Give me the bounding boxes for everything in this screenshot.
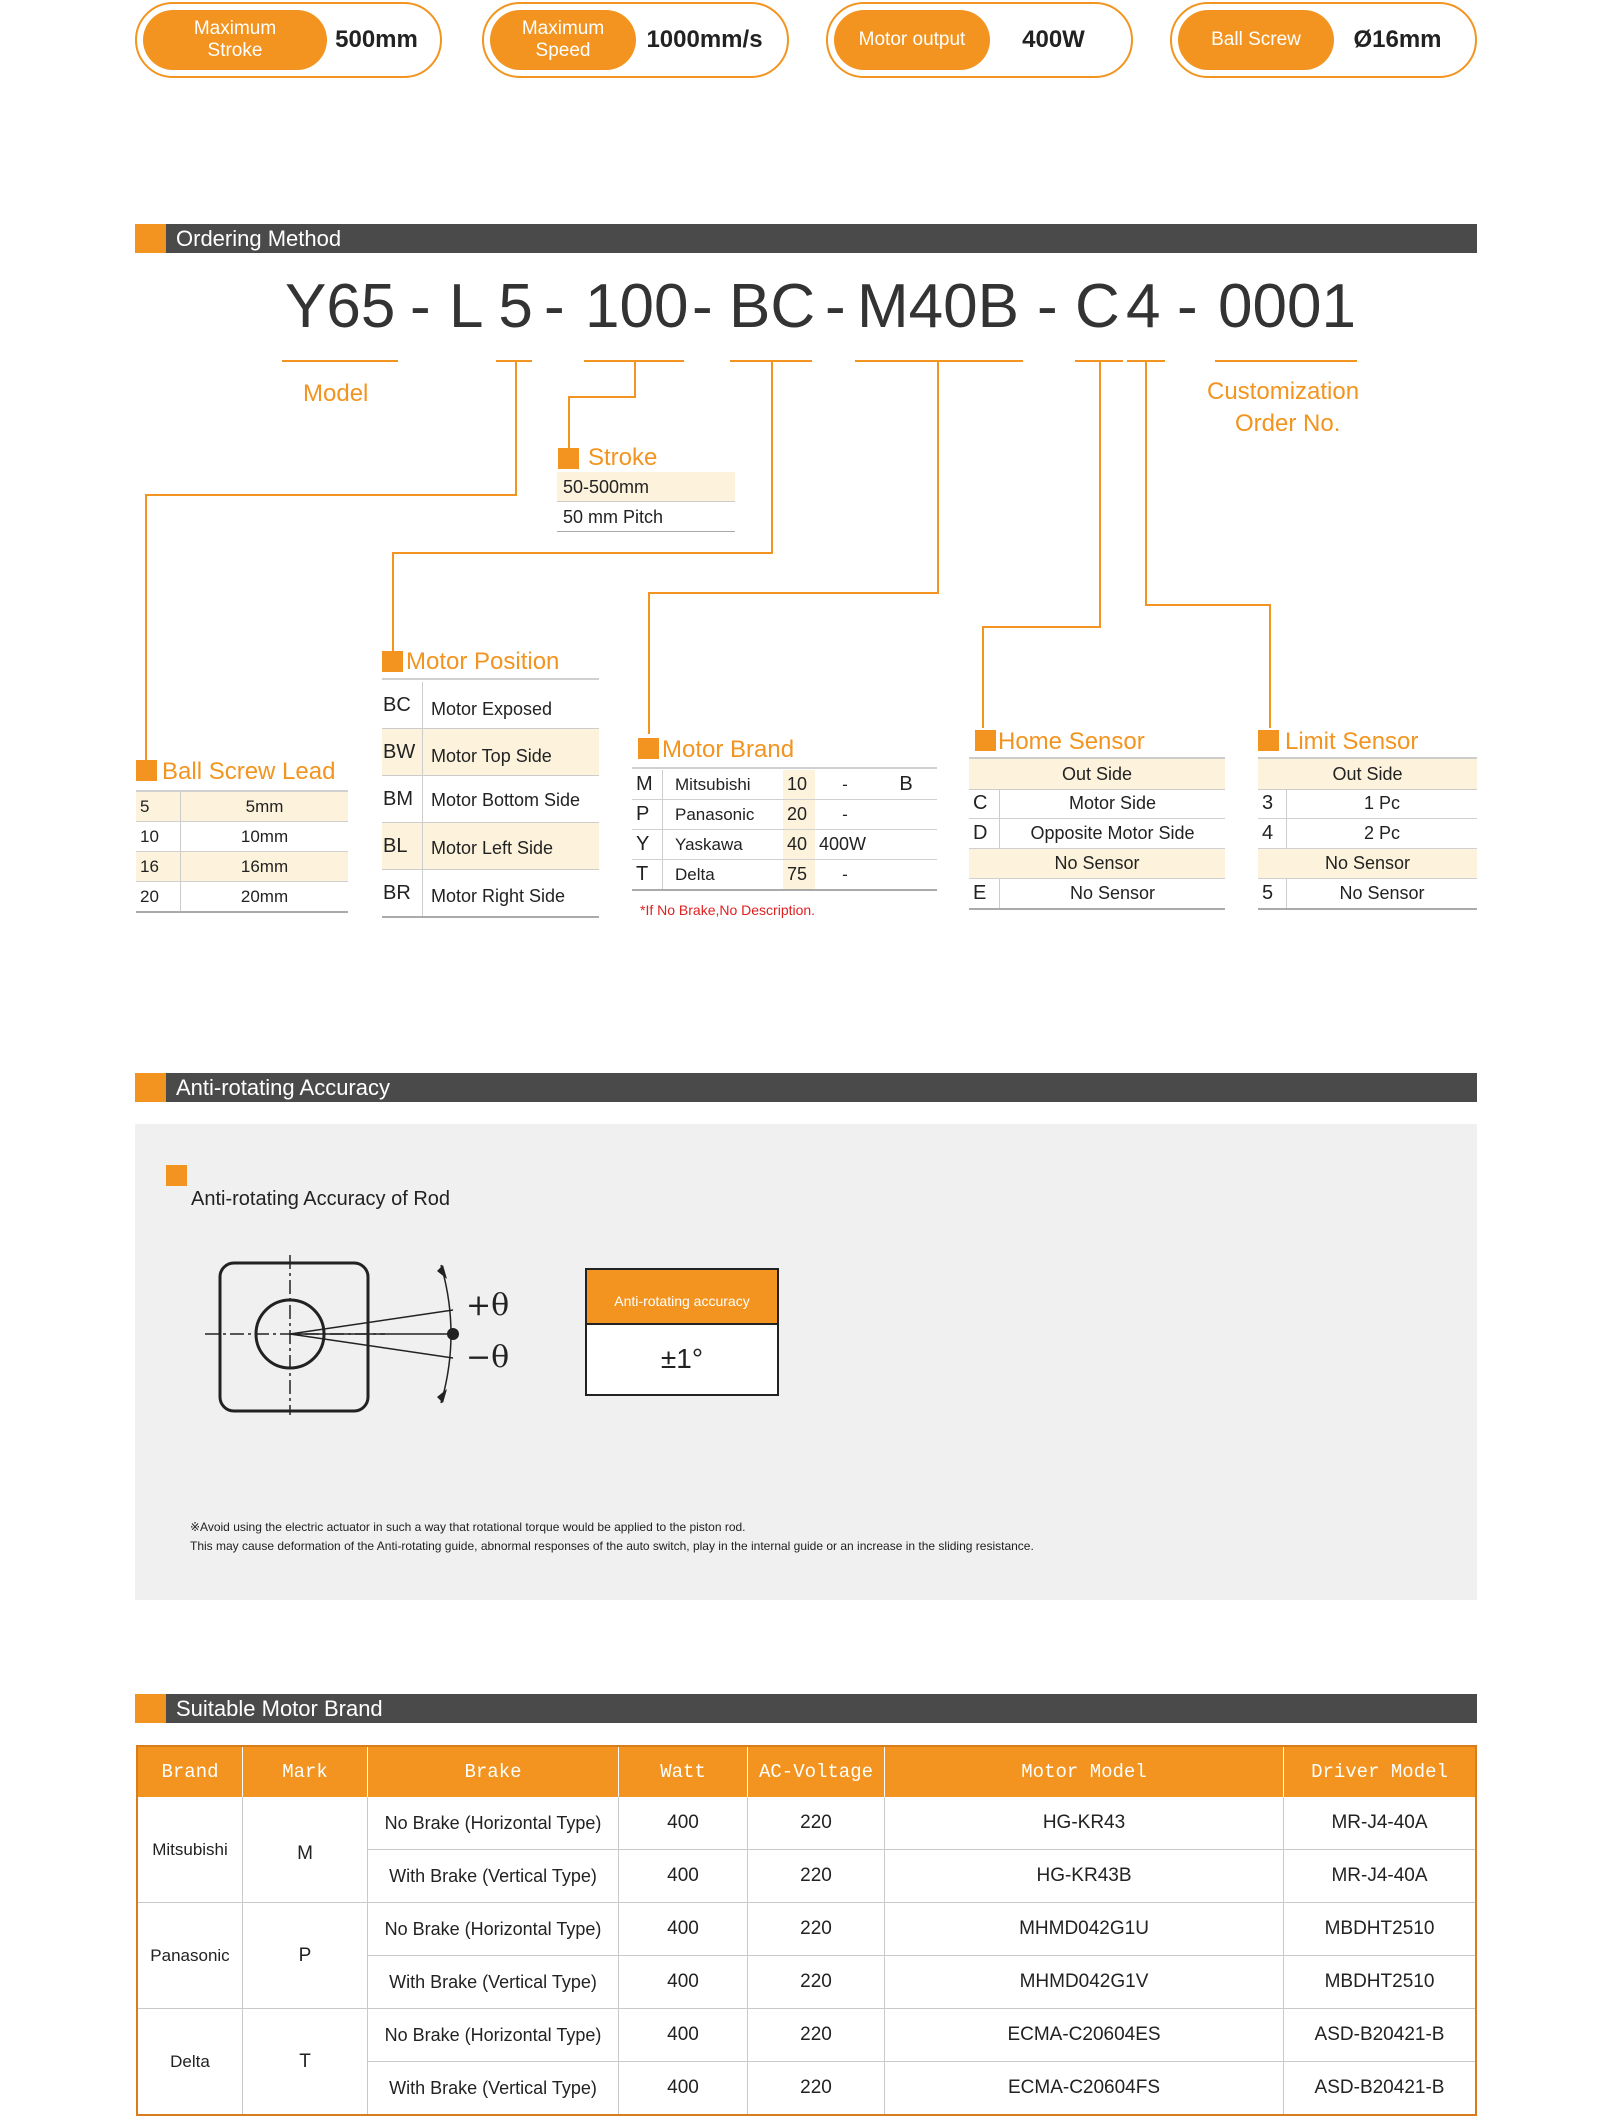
table-row: 5 5mm bbox=[136, 792, 348, 822]
connector-line bbox=[1145, 604, 1271, 606]
connector-line bbox=[634, 362, 636, 398]
underline bbox=[282, 360, 398, 362]
section-accent bbox=[135, 1073, 166, 1102]
section-ordering-method bbox=[135, 224, 1477, 253]
motor-position-table bbox=[382, 682, 599, 918]
table-row: E No Sensor bbox=[969, 879, 1225, 910]
spec-label: Maximum Speed bbox=[490, 10, 636, 70]
underline bbox=[855, 360, 1023, 362]
table-row: D Opposite Motor Side bbox=[969, 819, 1225, 849]
code-limit: 4 bbox=[1126, 272, 1161, 341]
table-row: No Sensor bbox=[969, 849, 1225, 879]
ball-screw-lead-table bbox=[136, 792, 348, 913]
section-accent bbox=[135, 224, 166, 253]
accuracy-box bbox=[585, 1268, 779, 1396]
code-position: BC bbox=[729, 272, 816, 341]
table-row: M Mitsubishi 10 - B bbox=[632, 770, 937, 800]
table-row: 5 No Sensor bbox=[1258, 879, 1477, 910]
spec-label: Maximum Stroke bbox=[143, 10, 327, 70]
limit-sensor-marker bbox=[1258, 730, 1279, 751]
connector-line bbox=[568, 396, 570, 450]
plus-theta: +θ bbox=[466, 1288, 510, 1323]
table-row: No Sensor bbox=[1258, 849, 1477, 879]
section-title: Suitable Motor Brand bbox=[176, 1696, 383, 1721]
anti-rotating-marker bbox=[166, 1165, 187, 1186]
limit-sensor-header: Out Side bbox=[1258, 757, 1477, 790]
connector-line bbox=[1099, 362, 1101, 628]
stroke-marker bbox=[558, 448, 579, 469]
stroke-pitch: 50 mm Pitch bbox=[557, 502, 735, 532]
connector-line bbox=[1269, 604, 1271, 728]
spec-value: 400W bbox=[1022, 26, 1085, 53]
connector-line bbox=[515, 362, 517, 496]
divider bbox=[382, 678, 599, 680]
section-anti-rotating bbox=[135, 1073, 1477, 1102]
connector-line bbox=[648, 592, 650, 734]
section-accent bbox=[135, 1694, 166, 1723]
table-row: Panasonic P No Brake (Horizontal Type) 400 220 MHMD042G1U MBDHT2510 bbox=[137, 1903, 1476, 1956]
spec-motor-output bbox=[826, 2, 1133, 78]
label-customization: Customization bbox=[1207, 378, 1360, 405]
home-sensor-marker bbox=[975, 730, 996, 751]
spec-label: Ball Screw bbox=[1178, 10, 1334, 70]
motor-position-title: Motor Position bbox=[406, 648, 560, 675]
spec-value: Ø16mm bbox=[1353, 26, 1442, 53]
accuracy-box-title: Anti-rotating accuracy bbox=[587, 1270, 777, 1325]
connector-line bbox=[392, 552, 394, 652]
table-row: T Delta 75 - bbox=[632, 860, 937, 891]
col-mark: Mark bbox=[243, 1746, 368, 1797]
code-lead: L 5 bbox=[449, 272, 533, 341]
table-row: 3 1 Pc bbox=[1258, 789, 1477, 819]
section-title: Anti-rotating Accuracy bbox=[176, 1075, 390, 1100]
table-row: With Brake (Vertical Type) 400 220 HG-KR43B MR-J4-40A bbox=[137, 1850, 1476, 1903]
connector-line bbox=[145, 494, 147, 760]
motor-table bbox=[136, 1745, 1477, 2116]
divider bbox=[632, 767, 937, 769]
connector-line bbox=[1145, 362, 1147, 606]
limit-sensor-title: Limit Sensor bbox=[1285, 728, 1419, 755]
underline bbox=[1215, 360, 1357, 362]
table-row: P Panasonic 20 - bbox=[632, 800, 937, 830]
table-row: Delta T No Brake (Horizontal Type) 400 220 ECMA-C20604ES ASD-B20421-B bbox=[137, 2009, 1476, 2062]
ball-screw-lead-marker bbox=[136, 760, 157, 781]
table-row: Y Yaskawa 40 400W bbox=[632, 830, 937, 860]
table-row: 4 2 Pc bbox=[1258, 819, 1477, 849]
table-row: BW Motor Top Side bbox=[382, 729, 599, 776]
table-row: 20 20mm bbox=[136, 882, 348, 913]
table-row: BL Motor Left Side bbox=[382, 823, 599, 870]
col-ac-voltage: AC-Voltage bbox=[748, 1746, 885, 1797]
home-sensor-header: Out Side bbox=[969, 757, 1225, 790]
section-suitable-motor-brand bbox=[135, 1694, 1477, 1723]
anti-rotating-subtitle: Anti-rotating Accuracy of Rod bbox=[191, 1188, 451, 1210]
spec-ball-screw bbox=[1170, 2, 1477, 78]
table-row: BM Motor Bottom Side bbox=[382, 776, 599, 823]
stroke-range: 50-500mm bbox=[557, 472, 735, 502]
connector-line bbox=[937, 362, 939, 594]
table-row: BR Motor Right Side bbox=[382, 870, 599, 918]
code-dash: - bbox=[825, 272, 846, 341]
table-header-row bbox=[137, 1746, 1476, 1797]
connector-line bbox=[982, 626, 984, 728]
code-model: Y65 bbox=[285, 272, 396, 341]
table-row: 16 16mm bbox=[136, 852, 348, 882]
col-driver-model: Driver Model bbox=[1284, 1746, 1477, 1797]
anti-rotating-diagram bbox=[205, 1255, 555, 1415]
anti-rotating-note-2: This may cause deformation of the Anti-rotating guide, abnormal responses of the auto switch, play in the internal guide or an increase in the sliding resistance. bbox=[190, 1539, 1034, 1553]
spec-value: 1000mm/s bbox=[646, 26, 763, 53]
connector-line bbox=[568, 396, 636, 398]
connector-line bbox=[392, 552, 773, 554]
anti-rotating-note-1: ※Avoid using the electric actuator in such a way that rotational torque would be applied to the piston rod. bbox=[190, 1520, 746, 1534]
section-title: Ordering Method bbox=[176, 226, 342, 251]
label-order-no: Order No. bbox=[1235, 410, 1341, 437]
stroke-title: Stroke bbox=[588, 444, 658, 471]
motor-brand-marker bbox=[638, 738, 659, 759]
col-motor-model: Motor Model bbox=[885, 1746, 1284, 1797]
connector-line bbox=[145, 494, 517, 496]
code-dash: - bbox=[1177, 272, 1198, 341]
spec-max-speed bbox=[482, 2, 789, 78]
motor-brand-note: *If No Brake,No Description. bbox=[640, 902, 816, 918]
spec-max-stroke bbox=[135, 2, 442, 78]
table-row: Mitsubishi M No Brake (Horizontal Type) 400 220 HG-KR43 MR-J4-40A bbox=[137, 1797, 1476, 1850]
motor-brand-title: Motor Brand bbox=[662, 736, 795, 763]
table-row: BC Motor Exposed bbox=[382, 682, 599, 729]
code-home: C bbox=[1075, 272, 1120, 341]
underline bbox=[496, 360, 532, 362]
code-order: 0001 bbox=[1218, 272, 1356, 341]
motor-position-marker bbox=[382, 651, 403, 672]
limit-sensor-table bbox=[1258, 789, 1477, 910]
col-watt: Watt bbox=[619, 1746, 748, 1797]
accuracy-box-value: ±1° bbox=[660, 1343, 704, 1374]
spec-value: 500mm bbox=[335, 26, 418, 53]
col-brake: Brake bbox=[368, 1746, 619, 1797]
code-motor: M40B bbox=[857, 272, 1019, 341]
col-brand: Brand bbox=[137, 1746, 243, 1797]
label-model: Model bbox=[303, 380, 369, 407]
table-row: With Brake (Vertical Type) 400 220 MHMD042G1V MBDHT2510 bbox=[137, 1956, 1476, 2009]
connector-line bbox=[771, 362, 773, 554]
motor-brand-table bbox=[632, 770, 937, 891]
code-dash: - bbox=[1037, 272, 1058, 341]
code-dash: - bbox=[544, 272, 565, 341]
connector-line bbox=[648, 592, 939, 594]
code-dash: - bbox=[692, 272, 713, 341]
connector-line bbox=[982, 626, 1101, 628]
minus-theta: −θ bbox=[466, 1340, 510, 1375]
ball-screw-lead-title: Ball Screw Lead bbox=[162, 758, 336, 785]
code-dash: - bbox=[410, 272, 431, 341]
table-row: 10 10mm bbox=[136, 822, 348, 852]
code-stroke: 100 bbox=[585, 272, 689, 341]
home-sensor-title: Home Sensor bbox=[998, 728, 1145, 755]
table-row: With Brake (Vertical Type) 400 220 ECMA-C20604FS ASD-B20421-B bbox=[137, 2062, 1476, 2116]
home-sensor-table bbox=[969, 789, 1225, 910]
spec-label: Motor output bbox=[834, 10, 990, 70]
table-row: C Motor Side bbox=[969, 789, 1225, 819]
